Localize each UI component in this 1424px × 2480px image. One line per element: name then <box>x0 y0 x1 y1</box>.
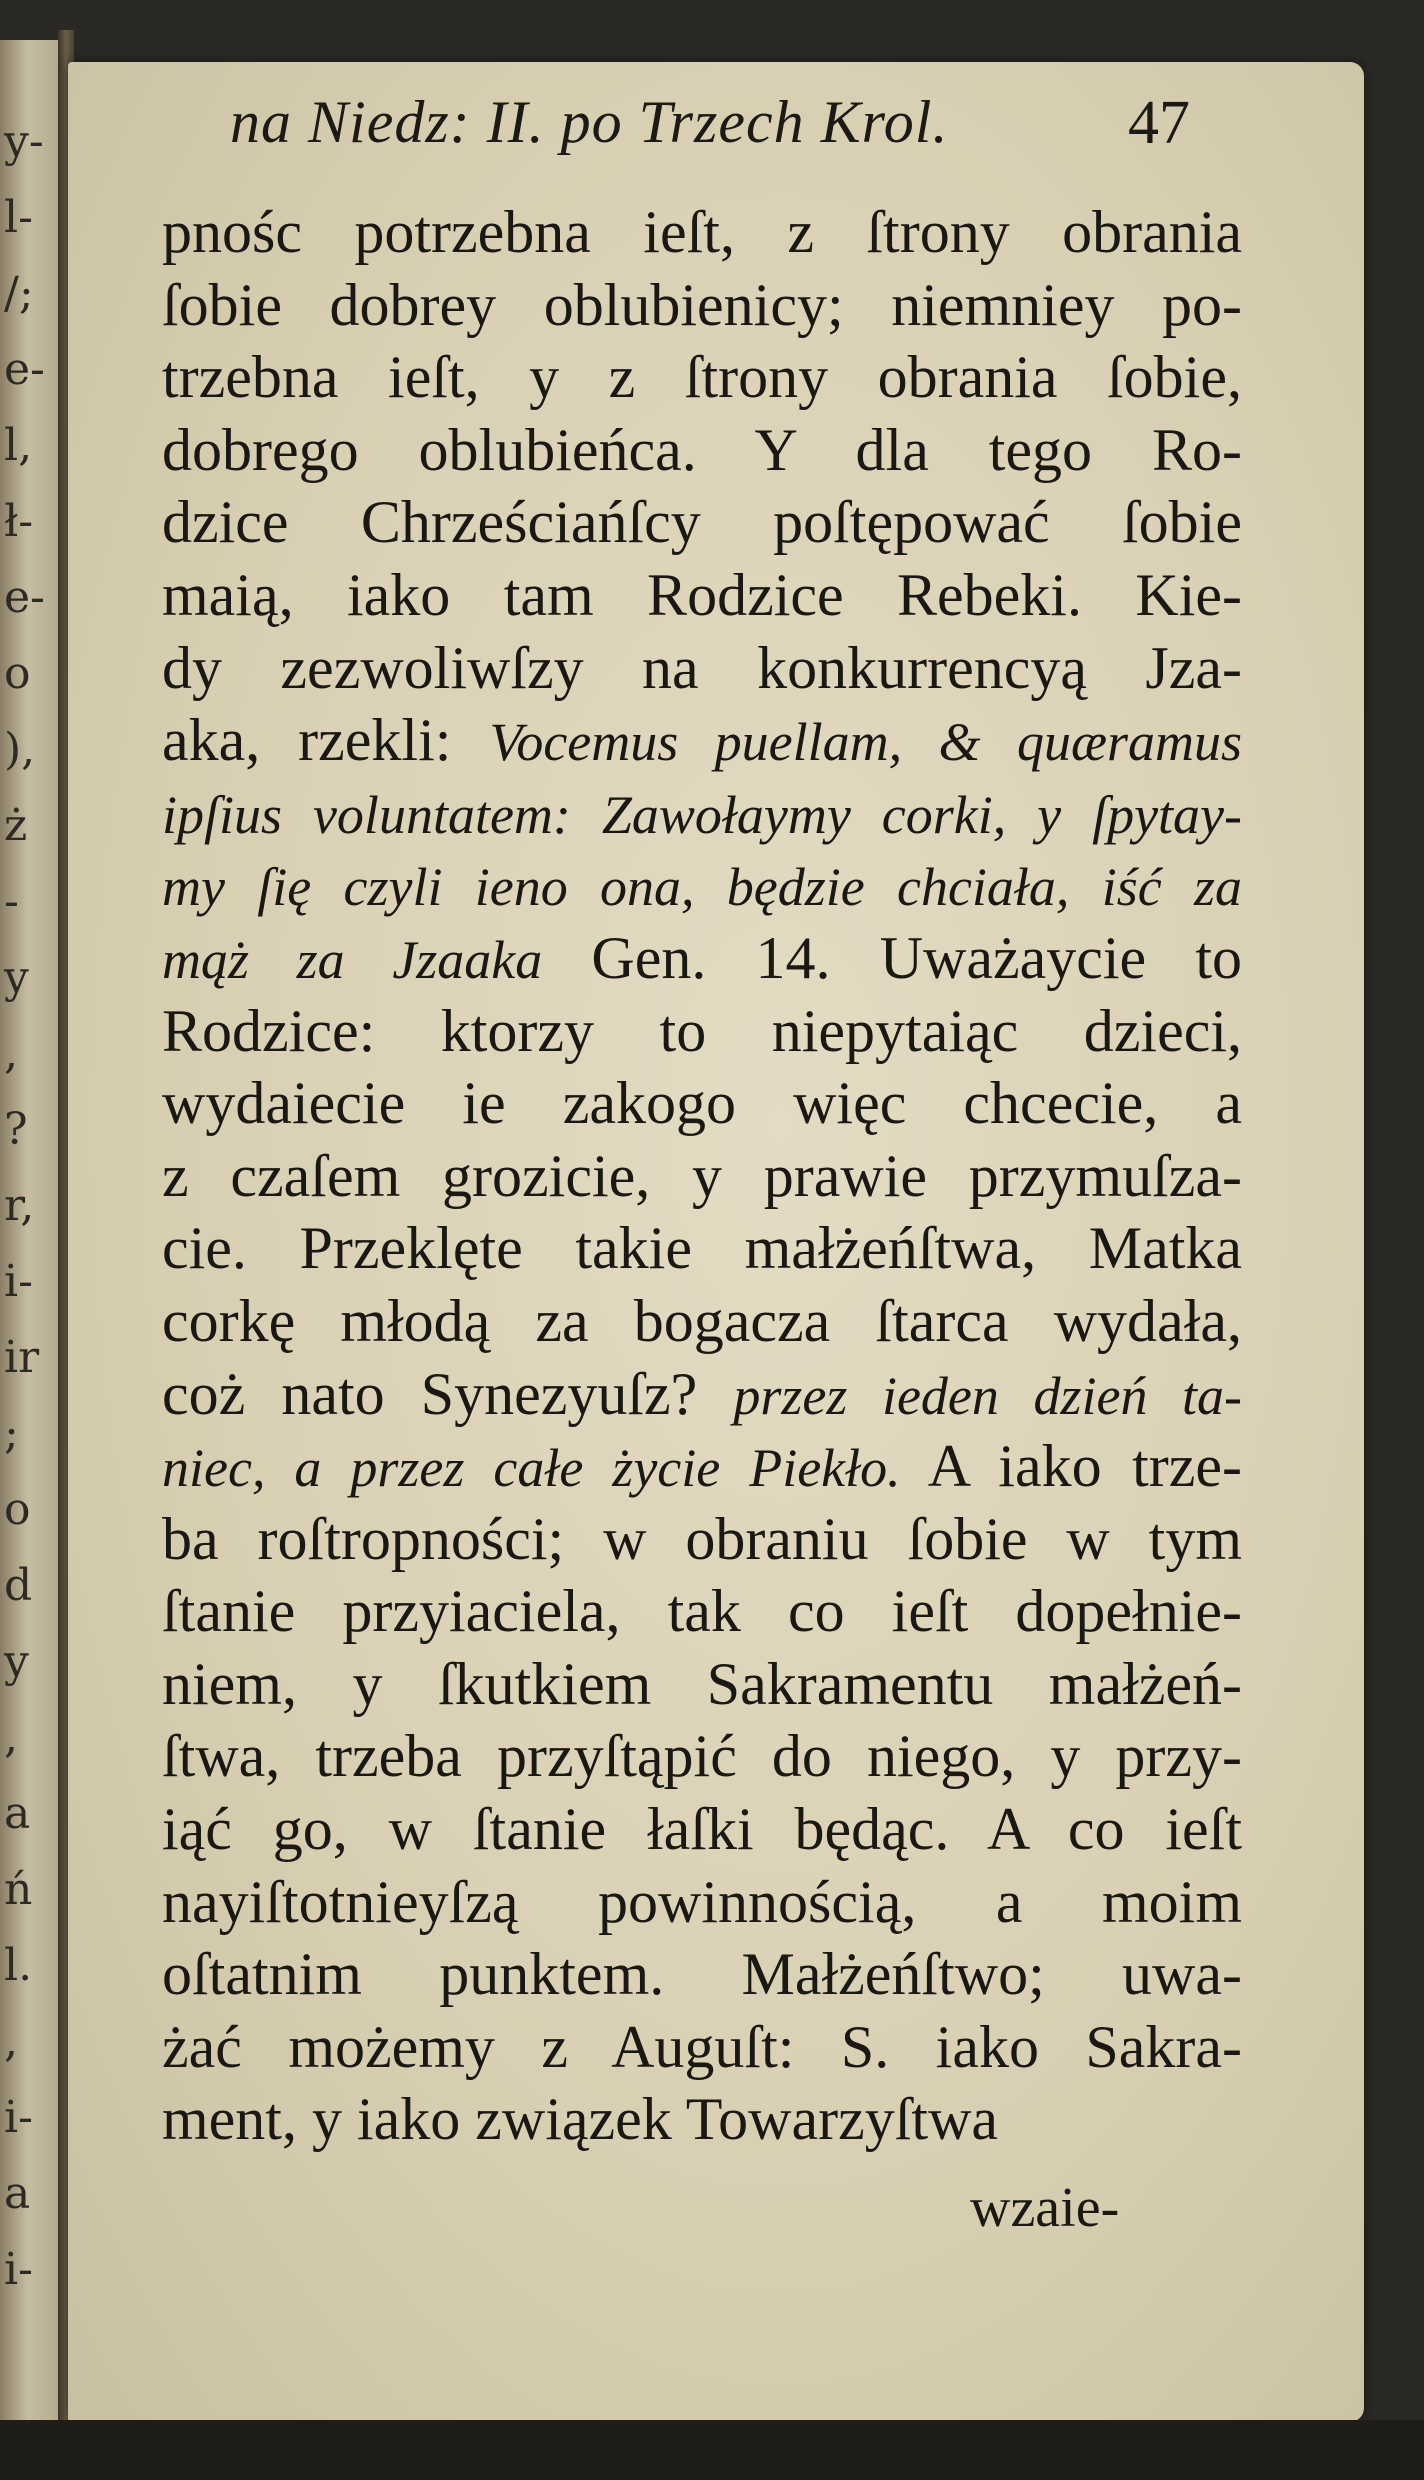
previous-page-fragment: l, <box>4 420 33 471</box>
catchword: wzaie- <box>970 2177 1120 2239</box>
text-segment: dobrego oblubieńca. Y dla tego Ro- <box>162 416 1242 483</box>
text-segment: ſtwa, trzeba przyſtąpić do niego, y przy- <box>162 1723 1242 1790</box>
previous-page-fragment: ; <box>4 1408 19 1459</box>
previous-page-fragment: ir <box>4 1332 40 1383</box>
text-line <box>162 1938 1242 2011</box>
previous-page-edge <box>0 40 62 2420</box>
text-line <box>162 2083 1242 2156</box>
text-segment: z czaſem grozicie, y prawie przymuſza- <box>162 1142 1242 1209</box>
text-line <box>162 414 1242 487</box>
text-segment: coż nato Synezyuſz? <box>162 1360 734 1427</box>
background-bottom <box>0 2420 1424 2480</box>
previous-page-fragment: o <box>4 1484 31 1535</box>
text-line <box>162 269 1242 342</box>
text-segment: ba roſtropności; w obraniu ſobie w tym <box>162 1505 1242 1572</box>
previous-page-fragment: , <box>4 1028 18 1079</box>
text-line <box>162 1503 1242 1576</box>
italic-text: ipſius voluntatem: Zawołaymy corki, y ſpytay- <box>162 784 1242 845</box>
previous-page-fragment: ł- <box>4 496 34 547</box>
text-line <box>162 1430 1242 1503</box>
text-segment: wydaiecie ie zakogo więc chcecie, a <box>162 1070 1242 1137</box>
text-segment: trzebna ieſt, y z ſtrony obrania ſobie, <box>162 344 1242 411</box>
previous-page-fragment: d <box>4 1560 33 1611</box>
text-segment: ment, y iako związek Towarzyſtwa <box>162 2086 999 2153</box>
text-line <box>162 1212 1242 1285</box>
italic-text: mąż za Jzaaka <box>162 929 543 990</box>
previous-page-fragment: a <box>4 2168 31 2219</box>
previous-page-fragment: i- <box>4 2244 33 2295</box>
text-segment: A iako trze- <box>900 1433 1242 1500</box>
previous-page-fragment: y <box>4 952 29 1003</box>
text-segment: maią, iako tam Rodzice Rebeki. Kie- <box>162 561 1242 628</box>
text-segment: cie. Przeklęte takie małżeńſtwa, Matka <box>162 1215 1242 1282</box>
previous-page-fragment: , <box>4 2016 18 2067</box>
text-line <box>162 486 1242 559</box>
page-number: 47 <box>1128 89 1190 157</box>
text-segment: aka, rzekli: <box>162 707 490 774</box>
text-line <box>162 1866 1242 1939</box>
text-segment: ſtanie przyiaciela, tak co ieſt dopełnie- <box>162 1578 1242 1645</box>
text-line <box>162 632 1242 705</box>
text-line <box>162 922 1242 995</box>
previous-page-fragment: /; <box>4 268 34 319</box>
text-segment: Gen. 14. Uważaycie to <box>542 924 1242 991</box>
text-line <box>162 1140 1242 1213</box>
text-line <box>162 1285 1242 1358</box>
text-segment: corkę młodą za bogacza ſtarca wydała, <box>162 1287 1242 1354</box>
text-segment: oſtatnim punktem. Małżeńſtwo; uwa- <box>162 1941 1242 2008</box>
running-head <box>170 88 1220 168</box>
running-title: na Niedz: II. po Trzech Krol. <box>230 89 949 155</box>
previous-page-fragment: y <box>4 1636 29 1687</box>
text-segment: iąć go, w ſtanie łaſki będąc. A co ieſt <box>162 1796 1242 1863</box>
previous-page-fragment: i- <box>4 1256 33 1307</box>
text-line <box>162 1067 1242 1140</box>
previous-page-fragment: , <box>4 1712 18 1763</box>
text-segment: nayiſtotnieyſzą powinnością, a moim <box>162 1868 1242 1935</box>
text-segment: niem, y ſkutkiem Sakramentu małżeń- <box>162 1650 1242 1717</box>
body-text <box>162 196 1242 2156</box>
text-line <box>162 341 1242 414</box>
text-segment: żać możemy z Auguſt: S. iako Sakra- <box>162 2013 1242 2080</box>
text-line <box>162 1648 1242 1721</box>
previous-page-fragment: o <box>4 648 31 699</box>
previous-page-fragment: ), <box>4 724 36 775</box>
text-line <box>162 2011 1242 2084</box>
italic-text: przez ieden dzień ta- <box>733 1365 1243 1426</box>
text-line <box>162 849 1242 922</box>
previous-page-fragment: - <box>4 876 19 927</box>
text-line <box>162 1358 1242 1431</box>
text-line <box>162 1575 1242 1648</box>
previous-page-fragment: l. <box>4 1940 33 1991</box>
italic-text: niec, a przez całe życie Piekło. <box>162 1438 901 1499</box>
previous-page-fragment: ń <box>4 1864 33 1915</box>
text-segment: dy zezwoliwſzy na konkurrencyą Jza- <box>162 634 1242 701</box>
previous-page-fragment: ż <box>4 800 28 851</box>
text-line <box>162 1793 1242 1866</box>
text-line <box>162 777 1242 850</box>
previous-page-fragment: y- <box>4 116 44 167</box>
previous-page-fragment: a <box>4 1788 31 1839</box>
text-segment: ſobie dobrey oblubienicy; niemniey po- <box>162 271 1242 338</box>
text-line <box>162 995 1242 1068</box>
previous-page-fragment: i- <box>4 2092 33 2143</box>
text-segment: dzice Chrześciańſcy poſtępować ſobie <box>162 489 1242 556</box>
previous-page-fragment: l- <box>4 192 33 243</box>
text-line <box>162 704 1242 777</box>
italic-text: my ſię czyli ieno ona, będzie chciała, iść za <box>162 857 1242 918</box>
previous-page-fragment: e- <box>4 572 45 623</box>
previous-page-fragment: r, <box>4 1180 35 1231</box>
text-line <box>162 196 1242 269</box>
text-line <box>162 559 1242 632</box>
text-segment: pnośc potrzebna ieſt, z ſtrony obrania <box>162 199 1242 265</box>
text-line <box>162 1720 1242 1793</box>
previous-page-fragment: ? <box>4 1104 28 1155</box>
previous-page-fragment: e- <box>4 344 45 395</box>
italic-text: Vocemus puellam, & quæramus <box>489 712 1243 773</box>
text-segment: Rodzice: ktorzy to niepytaiąc dzieci, <box>162 997 1242 1064</box>
